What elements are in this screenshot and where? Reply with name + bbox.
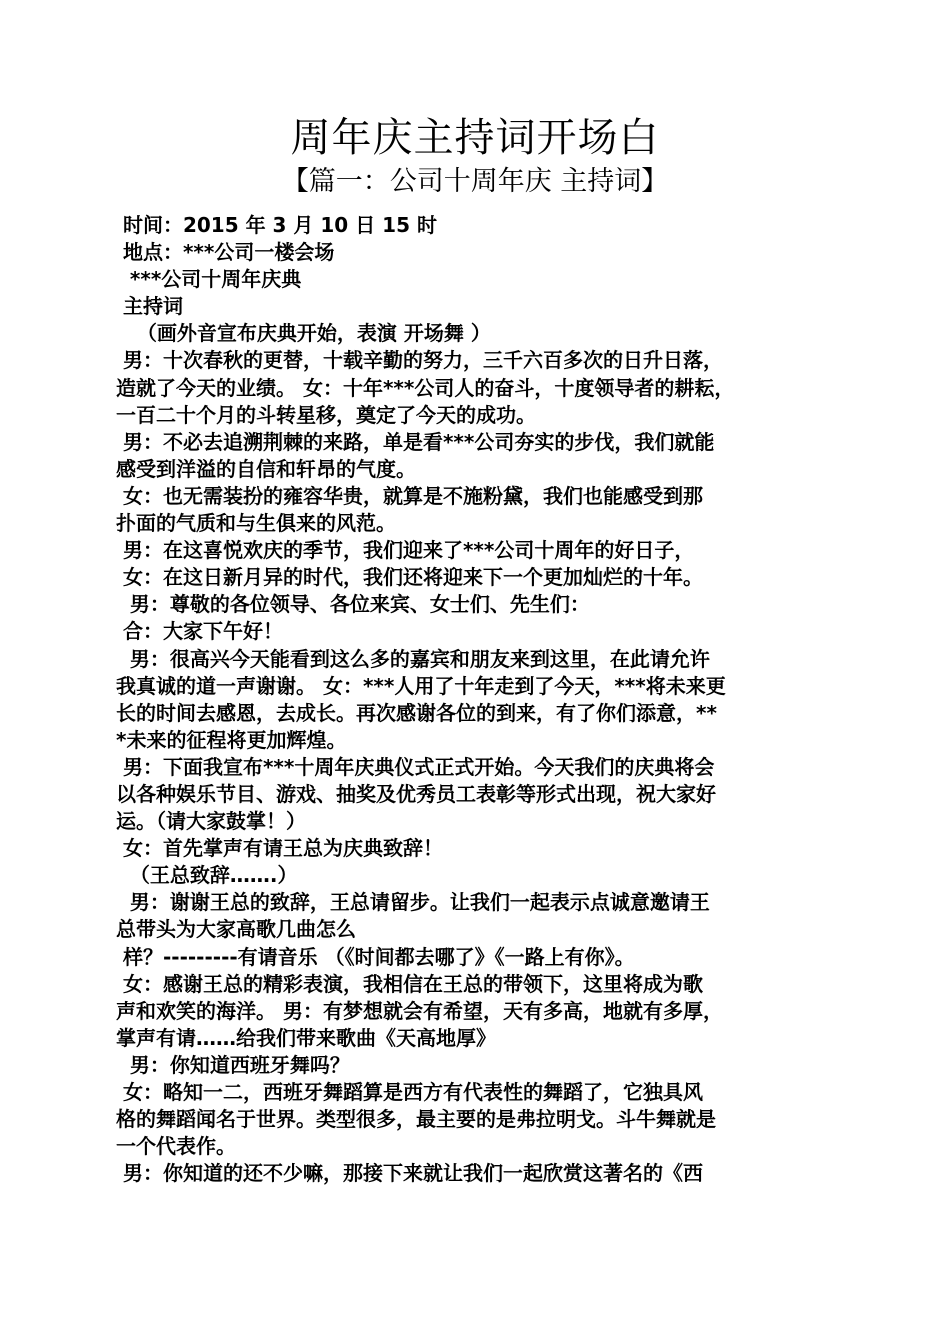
- body-line: 样？---------有请音乐 （《时间都去哪了》《一路上有你》。: [116, 944, 635, 969]
- body-line: 一百二十个月的斗转星移，奠定了今天的成功。: [116, 402, 536, 427]
- body-line: *未来的征程将更加辉煌。: [116, 727, 347, 752]
- body-line: 男：尊敬的各位领导、各位来宾、女士们、先生们：: [116, 592, 590, 617]
- body-line: 一个代表作。: [116, 1134, 236, 1159]
- body-line: 男：很高兴今天能看到这么多的嘉宾和朋友来到这里，在此请允许: [116, 646, 710, 671]
- body-line: 感受到洋溢的自信和轩昂的气度。: [116, 456, 416, 481]
- body-line: 长的时间去感恩，去成长。再次感谢各位的到来，有了你们添意，**: [116, 700, 717, 725]
- document-subtitle: 【篇一：公司十周年庆 主持词】: [281, 166, 669, 197]
- body-line: 男：不必去追溯荆棘的来路，单是看***公司夯实的步伐，我们就能: [116, 429, 715, 454]
- body-line: 合：大家下午好！: [116, 619, 283, 644]
- body-line: 以各种娱乐节目、游戏、抽奖及优秀员工表彰等形式出现，祝大家好: [116, 781, 716, 806]
- document-title: 周年庆主持词开场白: [290, 115, 660, 161]
- body-line: （画外音宣布庆典开始，表演 开场舞 ）: [116, 321, 491, 346]
- body-line: 造就了今天的业绩。 女：十年***公司人的奋斗，十度领导者的耕耘，: [116, 375, 735, 400]
- body-line: 主持词: [116, 294, 183, 319]
- body-line: 男：你知道西班牙舞吗？: [116, 1052, 350, 1077]
- body-line: 总带头为大家高歌几曲怎么: [116, 917, 356, 942]
- document-body: [116, 212, 838, 1187]
- body-line: 男：你知道的还不少嘛，那接下来就让我们一起欣赏这著名的《西: [116, 1161, 703, 1186]
- body-line: 女：感谢王总的精彩表演，我相信在王总的带领下，这里将成为歌: [116, 971, 703, 996]
- body-line: 男：十次春秋的更替，十载辛勤的努力，三千六百多次的日升日落，: [116, 348, 723, 373]
- body-line: 男：下面我宣布***十周年庆典仪式正式开始。今天我们的庆典将会: [116, 754, 715, 779]
- body-line: 女：也无需装扮的雍容华贵，就算是不施粉黛，我们也能感受到那: [116, 483, 703, 508]
- body-line: 声和欢笑的海洋。 男：有梦想就会有希望，天有多高，地就有多厚，: [116, 998, 723, 1023]
- body-line: ***公司十周年庆典: [116, 267, 302, 292]
- body-line: 扑面的气质和与生俱来的风范。: [116, 511, 396, 536]
- body-line: 地点：***公司一楼会场: [116, 240, 335, 265]
- body-line: 女：首先掌声有请王总为庆典致辞！: [116, 836, 443, 861]
- body-line: 女：略知一二，西班牙舞蹈算是西方有代表性的舞蹈了，它独具风: [116, 1080, 703, 1104]
- body-line: 女：在这日新月异的时代，我们还将迎来下一个更加灿烂的十年。: [116, 565, 703, 590]
- body-line: （王总致辞…….）: [116, 863, 298, 888]
- body-line: 格的舞蹈闻名于世界。类型很多，最主要的是弗拉明戈。斗牛舞就是: [116, 1107, 716, 1132]
- body-line: 时间：2015 年 3 月 10 日 15 时: [116, 213, 437, 237]
- body-line: 男：在这喜悦欢庆的季节，我们迎来了***公司十周年的好日子，: [116, 538, 695, 563]
- body-line: 掌声有请……给我们带来歌曲《天高地厚》: [116, 1025, 496, 1050]
- body-line: 男：谢谢王总的致辞，王总请留步。让我们一起表示点诚意邀请王: [116, 890, 710, 915]
- body-line: 运。（请大家鼓掌！）: [116, 809, 306, 834]
- body-line: 我真诚的道一声谢谢。 女：***人用了十年走到了今天，***将未来更: [116, 673, 726, 698]
